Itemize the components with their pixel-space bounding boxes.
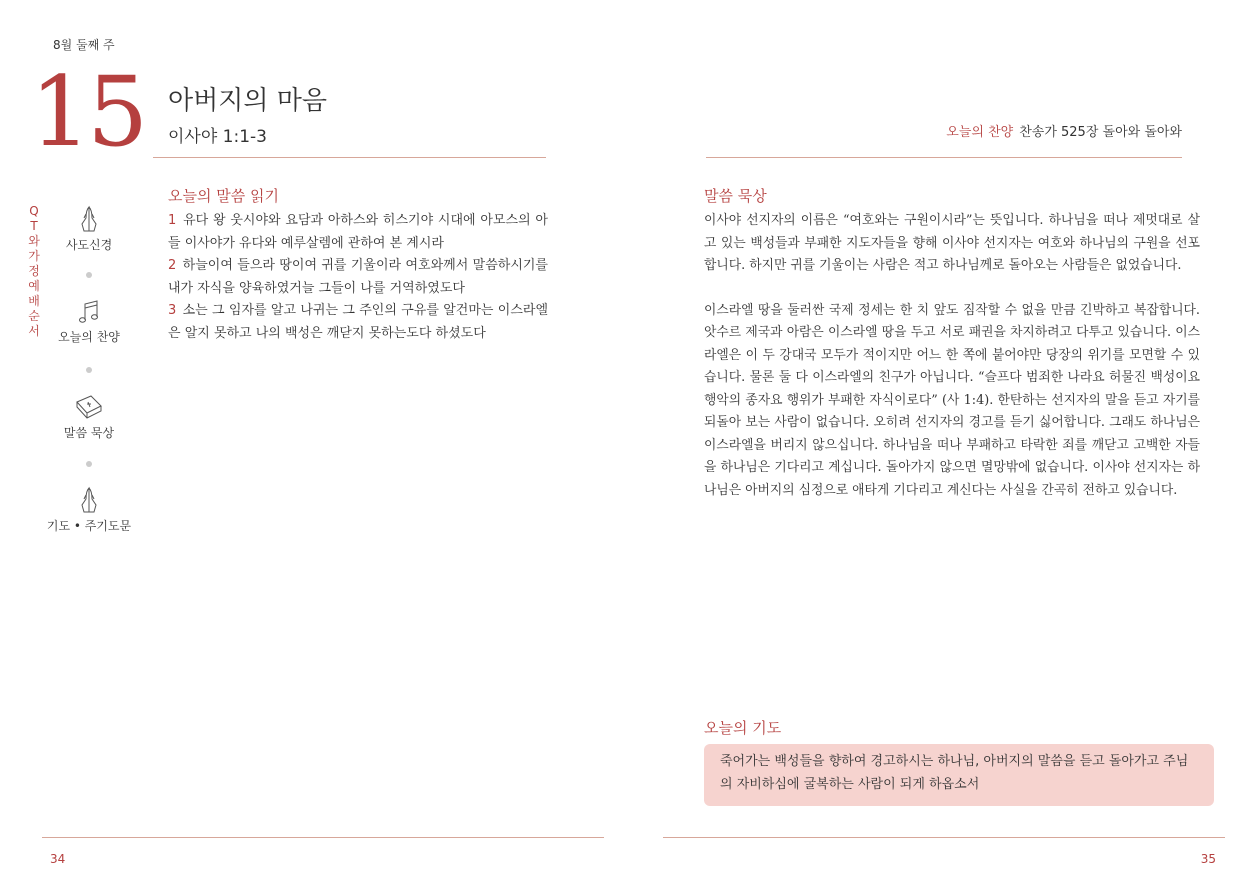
verse-text: 하늘이여 들으라 땅이여 귀를 기울이라 여호와께서 말씀하시기를 내가 자식을 양육하였거늘 그들이 나를 거역하였도다	[168, 258, 548, 296]
meditation-paragraph: 이스라엘 땅을 둘러싼 국제 정세는 한 치 앞도 짐작할 수 없을 만큼 긴박하고 복잡합니다. 앗수르 제국과 아람은 이스라엘 땅을 두고 서로 패권을 차지하려고 다투고 있습니다. 이스라엘은 이 두 강대국 모두가 적이지만 어느 한 쪽에 붙어야만 당장의 위기를 모면할 수 있습니다. 물론 둘 다 이스라엘의 친구가 아닙니다. “슬프다 범죄한 나라요 허물진 백성이요 행악의 종자요 행위가 부패한 자식이로다” (사 1:4). 한탄하는 선지자의 말을 듣고 자기를 되돌아 보는 사람이 없습니다. 오히려 선지자의 경고를 듣기 싫어합니다. 그래도 하나님은 이스라엘을 버리지 않으십니다. 하나님을 떠나 부패하고 타락한 죄를 깨닫고 고백한 자들을 하나님은 기다리고 계십니다. 돌아가지 않으면 멸망밖에 없습니다. 이사야 선지자는 하나님은 아버지의 심정으로 애타게 기다리고 계신다는 사실을 간곡히 전하고 있습니다.	[704, 302, 1200, 498]
page-number-right: 35	[1200, 852, 1216, 866]
music-note-icon	[74, 298, 104, 326]
bible-book-icon	[73, 392, 105, 422]
prayer-text: 죽어가는 백성들을 향하여 경고하시는 하나님, 아버지의 말씀을 듣고 돌아가고 주님의 자비하심에 굴복하는 사람이 되게 하옵소서	[720, 754, 1189, 792]
sidebar-item-prayer	[46, 485, 132, 534]
hymn-text: 찬송가 525장 돌아와 돌아와	[1019, 125, 1182, 140]
separator-dot	[86, 367, 92, 373]
verse	[168, 300, 548, 345]
verse	[168, 255, 548, 300]
prayer-heading: 오늘의 기도	[704, 719, 782, 737]
page-number-left: 34	[50, 852, 66, 866]
divider	[42, 837, 604, 838]
sidebar-item-meditation	[56, 392, 122, 441]
separator-dot	[86, 272, 92, 278]
prayer-box	[704, 744, 1214, 806]
todays-hymn	[946, 121, 1182, 140]
separator-dot	[86, 461, 92, 467]
divider	[153, 157, 546, 158]
reading-heading: 오늘의 말씀 읽기	[168, 187, 279, 205]
verse	[168, 210, 548, 255]
meditation-paragraph: 이사야 선지자의 이름은 “여호와는 구원이시라”는 뜻입니다. 하나님을 떠나 제멋대로 살고 있는 백성들과 부패한 지도자들을 향해 이사야 선지자는 여호와 하나님의 구원을 선포합니다. 하지만 귀를 기울이는 사람은 적고 하나님께로 돌아오는 사람들은 없었습니다.	[704, 213, 1200, 273]
verse-text: 소는 그 임자를 알고 나귀는 그 주인의 구유를 알건마는 이스라엘은 알지 못하고 나의 백성은 깨닫지 못하는도다 하셨도다	[168, 303, 548, 341]
week-label: 8월 둘째 주	[53, 38, 115, 52]
divider	[663, 837, 1225, 838]
vertical-title: QT와 가정예배 순서	[28, 204, 40, 338]
verse-number: 3	[168, 303, 177, 318]
praying-hands-icon	[74, 485, 104, 515]
sidebar-item-label: 말씀 묵상	[63, 426, 115, 440]
verse-text: 유다 왕 웃시야와 요담과 아하스와 히스기야 시대에 아모스의 아들 이사야가 유다와 예루살렘에 관하여 본 계시라	[168, 213, 548, 251]
page-title: 아버지의 마음	[168, 86, 327, 116]
sidebar-item-apostles-creed	[56, 204, 122, 253]
meditation-heading: 말씀 묵상	[704, 187, 767, 205]
sidebar-item-todays-hymn	[56, 298, 122, 345]
sidebar-item-label: 사도신경	[65, 238, 113, 252]
meditation-text	[704, 210, 1200, 524]
verse-number: 2	[168, 258, 177, 273]
sidebar-item-label: 오늘의 찬양	[58, 330, 120, 344]
scripture-text	[168, 210, 548, 345]
verse-number: 1	[168, 213, 177, 228]
praying-hands-icon	[74, 204, 104, 234]
sidebar-item-label: 기도 • 주기도문	[46, 519, 132, 533]
hymn-label: 오늘의 찬양	[946, 125, 1014, 140]
scripture-reference: 이사야 1:1-3	[168, 127, 267, 147]
day-number: 15	[30, 56, 145, 168]
divider	[706, 157, 1182, 158]
